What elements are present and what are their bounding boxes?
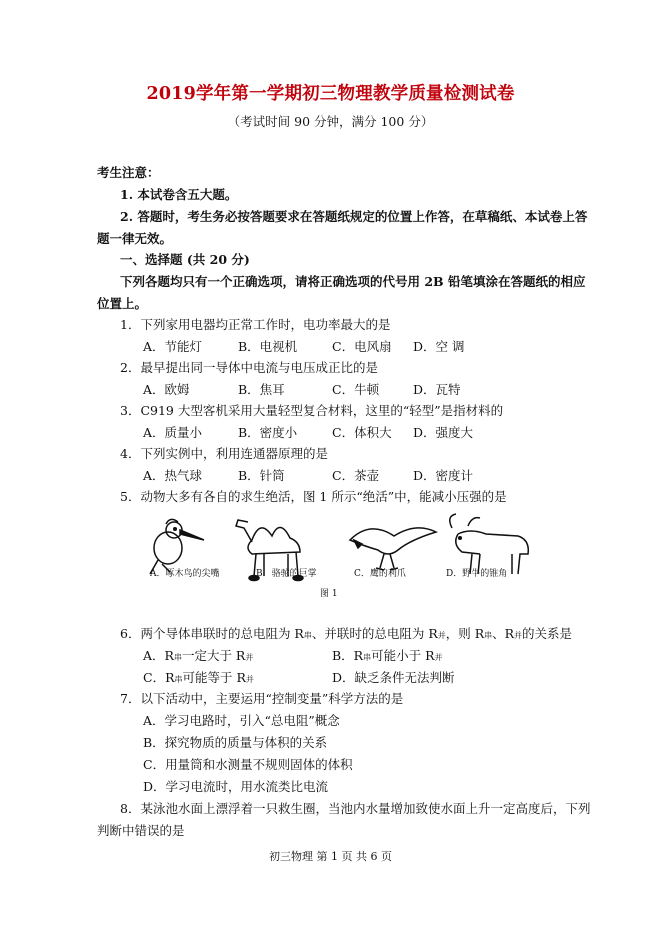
q2-option-d: D．瓦特 xyxy=(413,382,461,397)
question-8-stem-line-2: 判断中错误的是 xyxy=(97,823,185,838)
q1-option-c: C．电风扇 xyxy=(332,339,392,354)
q3-option-d: D．强度大 xyxy=(413,425,474,440)
q7-option-d: D．学习电流时，用水流类比电流 xyxy=(143,779,329,794)
q6-option-c: C．R串可能等于 R并 xyxy=(143,670,254,685)
q3-option-c: C．体积大 xyxy=(332,425,392,440)
figure-caption-c: C．鹰的利爪 xyxy=(354,569,406,579)
exam-time-note: （考试时间 90 分钟，满分 100 分） xyxy=(227,114,434,129)
notice-item-1: 1. 本试卷含五大题。 xyxy=(120,187,238,202)
question-4-stem: 4．下列实例中，利用连通器原理的是 xyxy=(120,446,328,461)
page-footer: 初三物理 第 1 页 共 6 页 xyxy=(269,850,392,863)
q2-option-a: A．欧姆 xyxy=(143,382,190,397)
eagle-image xyxy=(350,528,436,570)
question-2-stem: 2．最早提出同一导体中电流与电压成正比的是 xyxy=(120,360,378,375)
q1-option-b: B．电视机 xyxy=(238,339,298,354)
page-title: 2019学年第一学期初三物理教学质量检测试卷 xyxy=(146,84,515,104)
q7-option-b: B．探究物质的质量与体积的关系 xyxy=(143,735,328,750)
question-3-stem: 3．C919 大型客机采用大量轻型复合材料，这里的“轻型”是指材料的 xyxy=(120,403,504,418)
figure-label: 图 1 xyxy=(320,589,338,599)
q7-option-a: A．学习电路时，引入“总电阻”概念 xyxy=(143,713,340,728)
question-8-stem-line-1: 8．某泳池水面上漂浮着一只救生圈，当池内水量增加致使水面上升一定高度后，下列 xyxy=(120,801,591,816)
q6-option-d: D．缺乏条件无法判断 xyxy=(332,670,455,685)
section-1-intro-line-1: 下列各题均只有一个正确选项，请将正确选项的代号用 2B 铅笔填涂在答题纸的相应 xyxy=(120,274,586,289)
figure-caption-b: B．骆驼的巨掌 xyxy=(256,569,317,579)
notice-item-2-line-1: 2. 答题时，考生务必按答题要求在答题纸规定的位置上作答，在草稿纸、本试卷上答 xyxy=(120,209,588,224)
bull-image xyxy=(450,514,529,574)
section-1-heading: 一、选择题 (共 20 分) xyxy=(120,252,250,267)
notice-item-2-line-2: 题一律无效。 xyxy=(97,231,173,246)
figure-caption-d: D．野牛的锥角 xyxy=(446,569,508,579)
question-5-stem: 5．动物大多有各自的求生绝活，图 1 所示“绝活”中，能减小压强的是 xyxy=(120,489,507,504)
q2-option-b: B．焦耳 xyxy=(238,382,285,397)
q6-option-a: A．R串一定大于 R并 xyxy=(143,648,254,663)
question-7-stem: 7．以下活动中，主要运用“控制变量”科学方法的是 xyxy=(120,691,404,706)
q3-option-b: B．密度小 xyxy=(238,425,298,440)
q4-option-b: B．针筒 xyxy=(238,468,285,483)
q1-option-d: D．空 调 xyxy=(413,339,465,354)
q2-option-c: C．牛顿 xyxy=(332,382,380,397)
notice-heading: 考生注意： xyxy=(97,165,160,180)
section-1-intro-line-2: 位置上。 xyxy=(97,296,148,311)
figure-caption-a: A．啄木鸟的尖嘴 xyxy=(150,569,220,579)
q4-option-d: D．密度计 xyxy=(413,468,474,483)
q6-option-b: B．R串可能小于 R并 xyxy=(332,648,443,663)
q4-option-c: C．茶壶 xyxy=(332,468,380,483)
question-1-stem: 1．下列家用电器均正常工作时，电功率最大的是 xyxy=(120,317,391,332)
q4-option-a: A．热气球 xyxy=(143,468,203,483)
q1-option-a: A．节能灯 xyxy=(143,339,203,354)
q3-option-a: A．质量小 xyxy=(143,425,203,440)
q7-option-c: C．用量筒和水测量不规则固体的体积 xyxy=(143,757,353,772)
question-6-stem: 6．两个导体串联时的总电阻为 R串、并联时的总电阻为 R并，则 R串、R并的关系是 xyxy=(120,626,573,641)
